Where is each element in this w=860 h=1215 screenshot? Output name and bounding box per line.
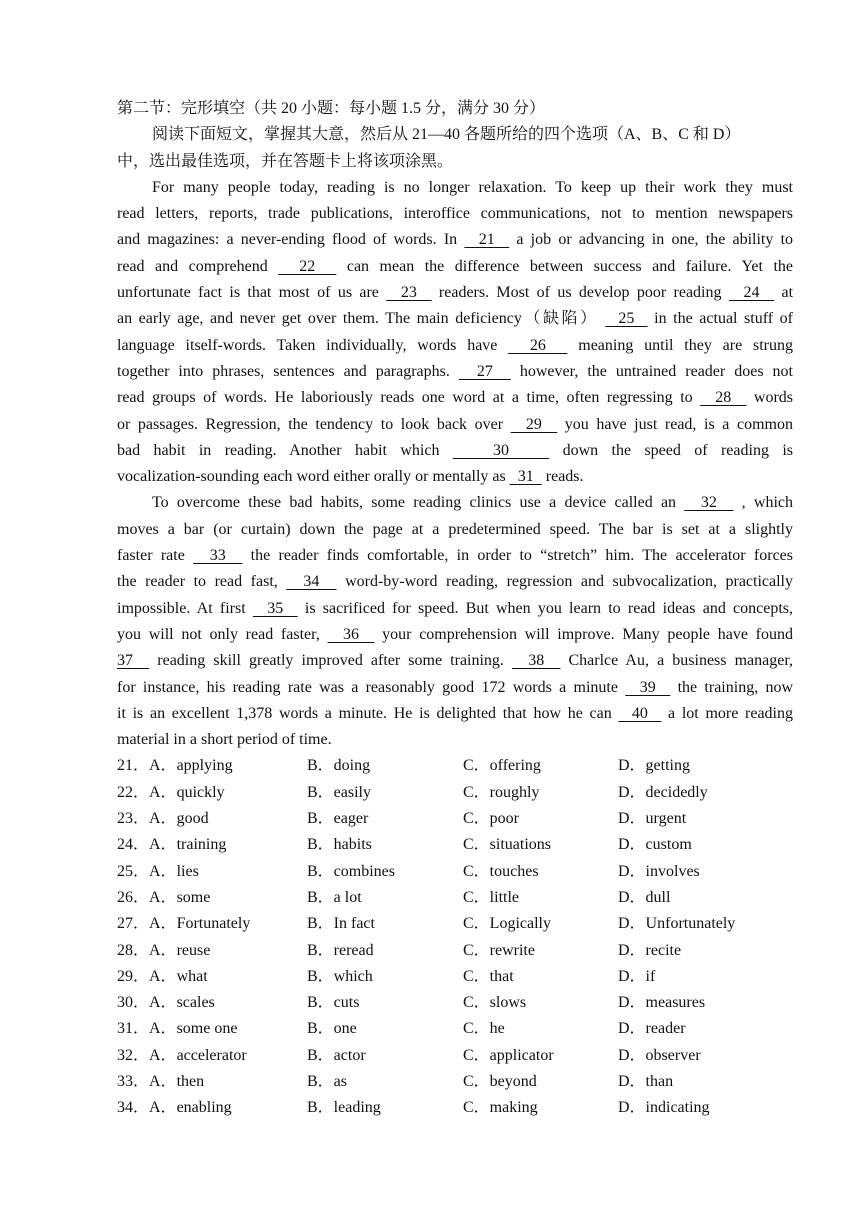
option-c[interactable]: C．applicator <box>463 1046 554 1064</box>
option-row <box>117 806 793 832</box>
passage-line <box>117 359 793 385</box>
question-number: 31． <box>117 1020 150 1038</box>
passage-line <box>117 412 793 438</box>
option-column-a <box>117 938 307 964</box>
answer-blank: 33 <box>193 547 243 565</box>
passage-text: in the actual stuff of <box>647 310 794 328</box>
passage-line <box>117 648 793 674</box>
option-a[interactable]: A．enabling <box>149 1099 232 1117</box>
option-a[interactable]: A．applying <box>149 757 233 775</box>
question-number: 27． <box>117 915 150 933</box>
passage-line <box>117 464 793 490</box>
option-column-a <box>117 1069 307 1095</box>
option-column-a <box>117 964 307 990</box>
option-a[interactable]: A．some <box>149 888 211 906</box>
passage-text: down the speed of reading is <box>549 441 794 459</box>
option-c[interactable]: C．situations <box>463 836 552 854</box>
option-c[interactable]: C．Logically <box>463 915 551 933</box>
option-b[interactable]: B．habits <box>307 836 372 854</box>
option-row <box>117 1095 793 1121</box>
passage-text: meaning until they are strung <box>567 336 793 354</box>
answer-blank: 23 <box>386 284 432 302</box>
question-number: 29． <box>117 967 150 985</box>
option-b[interactable]: B．leading <box>307 1099 381 1117</box>
instruction-line-2: 中，选出最佳选项，并在答题卡上将该项涂黑。 <box>117 152 454 170</box>
section-heading: 第二节：完形填空（共 20 小题：每小题 1.5 分，满分 30 分） <box>117 100 546 117</box>
passage-text: Charlce Au, a business manager, <box>560 652 794 670</box>
option-d[interactable]: D．measures <box>618 994 706 1012</box>
passage-text: reading skill greatly improved after some training. <box>149 652 513 670</box>
option-column-a <box>117 1016 307 1042</box>
passage-paragraph-2 <box>117 490 793 753</box>
option-b[interactable]: B．cuts <box>307 994 360 1012</box>
passage-text: can mean the difference between success and failure. Yet the <box>336 257 794 275</box>
option-column-a <box>117 990 307 1016</box>
passage-text: reads. <box>541 468 584 486</box>
passage-text: faster rate <box>117 547 194 565</box>
passage-line <box>117 569 793 595</box>
option-row <box>117 1069 793 1095</box>
answer-blank: 28 <box>700 389 747 407</box>
passage-text: however, the untrained reader does not <box>510 362 794 380</box>
passage-text: is sacrificed for speed. But when you learn to read ideas and concepts, <box>297 599 793 617</box>
passage-text: a job or advancing in one, the ability to <box>509 231 794 249</box>
option-a[interactable]: A．training <box>149 836 227 854</box>
passage-text: To overcome these bad habits, some reading clinics use a device called an <box>152 494 685 512</box>
option-a[interactable]: A．Fortunately <box>149 915 251 933</box>
option-d[interactable]: D．Unfortunately <box>618 915 736 933</box>
passage-text: and magazines: a never-ending flood of words. In <box>117 231 465 249</box>
question-number: 33． <box>117 1072 150 1090</box>
passage-text: unfortunate fact is that most of us are <box>117 284 387 302</box>
option-d[interactable]: D．custom <box>618 836 692 854</box>
instruction-line-1: 阅读下面短文，掌握其大意，然后从 21—40 各题所给的四个选项（A、B、C 和 D） <box>152 126 741 144</box>
passage-line <box>117 701 793 727</box>
passage-text: bad habit in reading. Another habit which <box>117 441 453 459</box>
option-row <box>117 911 793 937</box>
passage-line <box>117 385 793 411</box>
passage-line <box>117 333 793 359</box>
passage-text: impossible. At first <box>117 599 253 617</box>
passage-line <box>117 438 793 464</box>
option-b[interactable]: B．reread <box>307 941 374 959</box>
option-c[interactable]: C．beyond <box>463 1072 537 1090</box>
passage-line <box>117 306 793 332</box>
option-c[interactable]: C．roughly <box>463 783 540 801</box>
answer-blank: 35 <box>252 599 298 617</box>
option-b[interactable]: B．easily <box>307 783 371 801</box>
passage-line <box>117 543 793 569</box>
option-row <box>117 832 793 858</box>
question-number: 32． <box>117 1046 150 1064</box>
option-b[interactable]: B．as <box>307 1072 348 1090</box>
passage-text: the reader to read fast, <box>117 573 287 591</box>
option-b[interactable]: B．doing <box>307 757 371 775</box>
question-number: 28． <box>117 941 150 959</box>
option-d[interactable]: D．dull <box>618 888 671 906</box>
option-c[interactable]: C．rewrite <box>463 941 535 959</box>
option-c[interactable]: C．slows <box>463 994 527 1012</box>
option-c[interactable]: C．making <box>463 1099 538 1117</box>
question-number: 30． <box>117 994 150 1012</box>
answer-blank: 26 <box>508 336 568 354</box>
option-d[interactable]: D．than <box>618 1072 674 1090</box>
option-a[interactable]: A．lies <box>149 862 199 880</box>
passage-line <box>117 175 793 201</box>
passage-text: a lot more reading <box>661 704 794 722</box>
option-d[interactable]: D．reader <box>618 1020 686 1038</box>
option-column-a <box>117 1095 307 1121</box>
option-b[interactable]: B．actor <box>307 1046 366 1064</box>
passage-text: an early age, and never get over them. The main deficiency（缺陷） <box>117 310 606 328</box>
passage-text: vocalization-sounding each word either orally or mentally as <box>117 468 510 486</box>
answer-blank: 37 <box>117 652 150 670</box>
option-a[interactable]: A．quickly <box>149 783 225 801</box>
passage-text: moves a bar (or curtain) down the page at a predetermined speed. The bar is set at a slightly <box>117 520 793 538</box>
passage-text: material in a short period of time. <box>117 731 332 749</box>
option-row <box>117 780 793 806</box>
answer-blank: 24 <box>728 284 775 302</box>
option-b[interactable]: B．one <box>307 1020 357 1038</box>
passage-text: read groups of words. He laboriously reads one word at a time, often regressing to <box>117 389 701 407</box>
passage-line <box>117 596 793 622</box>
exam-page <box>117 96 793 1122</box>
passage-text: together into phrases, sentences and paragraphs. <box>117 362 459 380</box>
passage-text: , which <box>733 494 793 512</box>
option-a[interactable]: A．good <box>149 810 209 828</box>
passage-line <box>117 622 793 648</box>
option-b[interactable]: B．a lot <box>307 888 362 906</box>
option-d[interactable]: D．indicating <box>618 1099 710 1117</box>
option-d[interactable]: D．getting <box>618 757 690 775</box>
option-row <box>117 859 793 885</box>
passage-text: the reader finds comfortable, in order to “stretch” him. The accelerator forces <box>242 547 794 565</box>
passage-text: readers. Most of us develop poor reading <box>431 284 729 302</box>
option-a[interactable]: A．some one <box>149 1020 238 1038</box>
option-row <box>117 938 793 964</box>
option-c[interactable]: C．little <box>463 888 520 906</box>
passage-line <box>117 517 793 543</box>
answer-blank: 22 <box>278 257 337 275</box>
passage-line <box>117 490 793 516</box>
passage-text: or passages. Regression, the tendency to look back over <box>117 415 511 433</box>
passage-line <box>117 280 793 306</box>
passage-text: words <box>746 389 794 407</box>
option-column-a <box>117 806 307 832</box>
option-c[interactable]: C．touches <box>463 862 539 880</box>
answer-blank: 38 <box>512 652 561 670</box>
option-column-a <box>117 753 307 779</box>
option-column-a <box>117 1043 307 1069</box>
option-a[interactable]: A．scales <box>149 994 215 1012</box>
option-row <box>117 990 793 1016</box>
question-number: 21． <box>117 757 150 775</box>
option-column-a <box>117 832 307 858</box>
option-row <box>117 753 793 779</box>
option-a[interactable]: A．accelerator <box>149 1046 247 1064</box>
passage-text: you will not only read faster, <box>117 625 328 643</box>
option-c[interactable]: C．poor <box>463 810 520 828</box>
option-column-a <box>117 911 307 937</box>
passage-line <box>117 201 793 227</box>
option-c[interactable]: C．offering <box>463 757 541 775</box>
question-number: 25． <box>117 862 150 880</box>
answer-blank: 25 <box>605 310 648 328</box>
passage-text: you have just read, is a common <box>557 415 794 433</box>
passage-line <box>117 727 793 753</box>
option-d[interactable]: D．urgent <box>618 810 687 828</box>
option-d[interactable]: D．if <box>618 967 656 985</box>
passage-text: read letters, reports, trade publications, interoffice communications, not to mention newspapers <box>117 205 793 223</box>
option-a[interactable]: A．reuse <box>149 941 211 959</box>
answer-blank: 34 <box>286 573 337 591</box>
passage-line <box>117 227 793 253</box>
option-column-a <box>117 780 307 806</box>
option-b[interactable]: B．eager <box>307 810 369 828</box>
question-number: 22． <box>117 783 150 801</box>
question-number: 24． <box>117 836 150 854</box>
passage-line <box>117 675 793 701</box>
passage-text: for instance, his reading rate was a reasonably good 172 words a minute <box>117 678 626 696</box>
answer-blank: 31 <box>509 468 542 486</box>
option-d[interactable]: D．observer <box>618 1046 701 1064</box>
option-column-a <box>117 885 307 911</box>
option-a[interactable]: A．then <box>149 1072 205 1090</box>
option-column-a <box>117 859 307 885</box>
answer-blank: 30 <box>452 441 550 459</box>
answer-blank: 29 <box>510 415 558 433</box>
question-number: 26． <box>117 888 150 906</box>
option-row <box>117 885 793 911</box>
option-row <box>117 1016 793 1042</box>
answer-blank: 21 <box>464 231 510 249</box>
option-row <box>117 964 793 990</box>
passage-text: language itself-words. Taken individually, words have <box>117 336 509 354</box>
option-c[interactable]: C．he <box>463 1020 505 1038</box>
passage-text: read and comprehend <box>117 257 279 275</box>
answer-blank: 32 <box>684 494 734 512</box>
option-b[interactable]: B．combines <box>307 862 395 880</box>
question-number: 23． <box>117 810 150 828</box>
passage-text: it is an excellent 1,378 words a minute. He is delighted that how he can <box>117 704 619 722</box>
option-d[interactable]: D．involves <box>618 862 700 880</box>
answer-blank: 39 <box>625 678 671 696</box>
passage-text: word-by-word reading, regression and subvocalization, practically <box>336 573 794 591</box>
option-b[interactable]: B．In fact <box>307 915 375 933</box>
question-number: 34． <box>117 1099 150 1117</box>
passage-text: the training, now <box>670 678 794 696</box>
answer-blank: 27 <box>458 362 511 380</box>
option-a[interactable]: A．what <box>149 967 208 985</box>
answer-blank: 36 <box>327 625 375 643</box>
passage-text: your comprehension will improve. Many people have found <box>374 625 794 643</box>
passage-text: at <box>774 284 794 302</box>
passage-paragraph-1 <box>117 175 793 491</box>
option-d[interactable]: D．recite <box>618 941 682 959</box>
passage-text: For many people today, reading is no longer relaxation. To keep up their work they must <box>152 178 793 196</box>
answer-blank: 40 <box>618 704 662 722</box>
option-c[interactable]: C．that <box>463 967 514 985</box>
option-row <box>117 1043 793 1069</box>
answer-options <box>117 753 793 1121</box>
option-d[interactable]: D．decidedly <box>618 783 708 801</box>
passage-line <box>117 254 793 280</box>
option-b[interactable]: B．which <box>307 967 373 985</box>
